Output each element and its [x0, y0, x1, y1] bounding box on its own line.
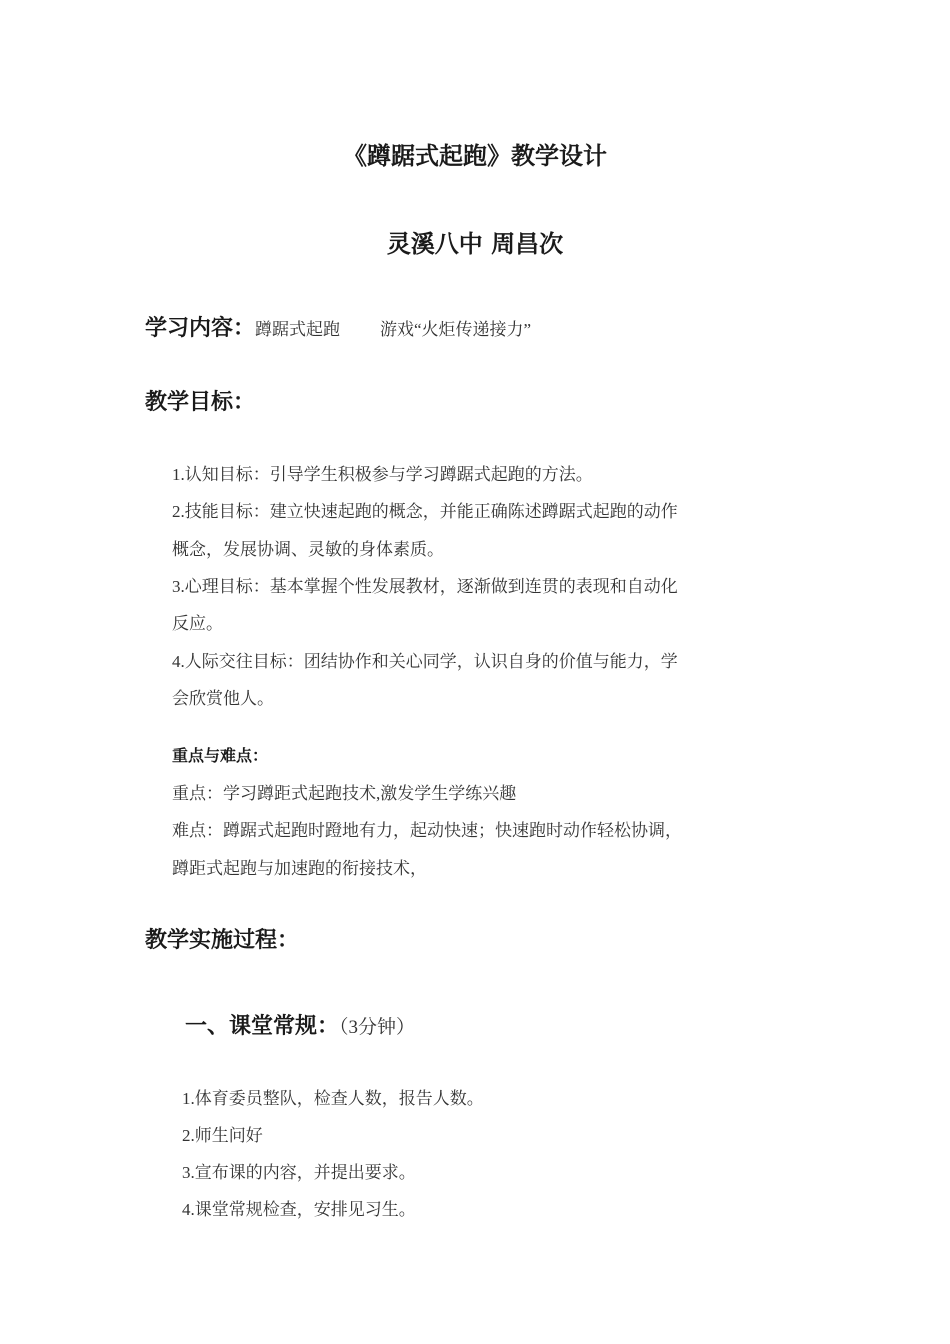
objective-line: 会欣赏他人。 — [172, 689, 274, 708]
objective-line: 反应。 — [172, 614, 223, 633]
keypoint-line: 重点：学习蹲距式起跑技术,激发学生学练兴趣 — [172, 784, 517, 803]
objective-line: 4.人际交往目标：团结协作和关心同学，认识自身的价值与能力，学 — [172, 652, 678, 671]
document-author: 灵溪八中 周昌次 — [386, 230, 564, 258]
routine-line: 3.宣布课的内容，并提出要求。 — [182, 1163, 416, 1182]
document-title: 《蹲踞式起跑》教学设计 — [343, 142, 607, 170]
routine-line: 2.师生问好 — [182, 1126, 263, 1145]
routine-heading: 一、课堂常规： — [185, 1014, 340, 1039]
keypoints-heading: 重点与难点： — [172, 746, 269, 765]
routine-duration: （3分钟） — [339, 1017, 416, 1038]
learning-content-label: 学习内容： — [145, 316, 256, 341]
objective-line: 2.技能目标：建立快速起跑的概念，并能正确陈述蹲踞式起跑的动作 — [172, 502, 678, 521]
learning-content-item-2: 游戏“火炬传递接力” — [380, 320, 532, 339]
objective-line: 概念，发展协调、灵敏的身体素质。 — [172, 540, 444, 559]
objectives-heading: 教学目标： — [145, 390, 256, 415]
routine-line: 1.体育委员整队，检查人数，报告人数。 — [182, 1089, 484, 1108]
objective-line: 3.心理目标：基本掌握个性发展教材，逐渐做到连贯的表现和自动化 — [172, 577, 678, 596]
objective-line: 1.认知目标：引导学生积极参与学习蹲踞式起跑的方法。 — [172, 465, 593, 484]
routine-line: 4.课堂常规检查，安排见习生。 — [182, 1200, 416, 1219]
routine-heading-row — [185, 1009, 415, 1040]
keypoint-line: 难点：蹲踞式起跑时蹬地有力，起动快速；快速跑时动作轻松协调， — [172, 821, 682, 840]
learning-content-item-1: 蹲踞式起跑 — [255, 320, 341, 339]
process-heading: 教学实施过程： — [145, 928, 300, 953]
keypoint-line: 蹲距式起跑与加速跑的衔接技术， — [172, 859, 427, 878]
learning-content-row — [145, 311, 531, 342]
